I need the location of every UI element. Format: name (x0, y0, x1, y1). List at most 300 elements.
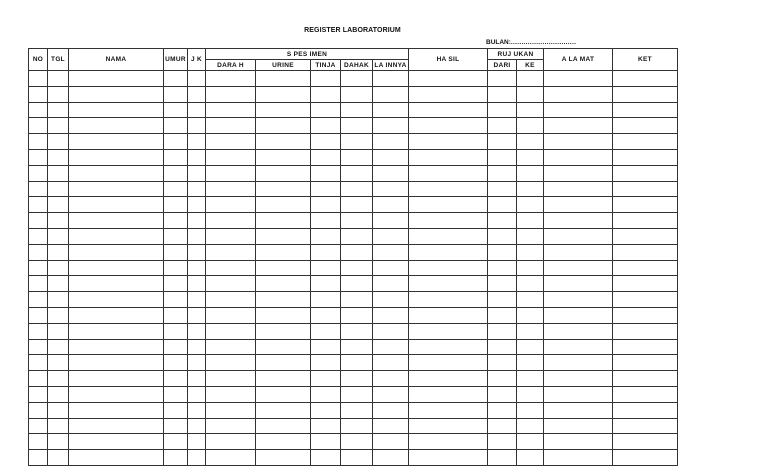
table-cell (544, 149, 613, 165)
table-cell (311, 292, 341, 308)
table-cell (613, 307, 678, 323)
table-cell (341, 307, 373, 323)
table-cell (409, 276, 488, 292)
table-cell (29, 244, 48, 260)
table-cell (409, 244, 488, 260)
table-cell (164, 371, 188, 387)
table-cell (517, 276, 544, 292)
table-cell (544, 450, 613, 466)
table-cell (373, 307, 409, 323)
table-cell (311, 418, 341, 434)
table-cell (188, 260, 206, 276)
table-cell (206, 86, 256, 102)
table-cell (256, 181, 311, 197)
table-cell (188, 244, 206, 260)
header-ket: KET (613, 49, 678, 71)
table-cell (256, 213, 311, 229)
register-table (28, 48, 678, 466)
table-cell (164, 307, 188, 323)
table-cell (517, 134, 544, 150)
table-cell (488, 371, 517, 387)
table-cell (256, 228, 311, 244)
table-cell (613, 355, 678, 371)
table-cell (311, 307, 341, 323)
table-cell (164, 244, 188, 260)
table-cell (311, 102, 341, 118)
table-cell (256, 71, 311, 87)
table-cell (613, 213, 678, 229)
table-cell (613, 118, 678, 134)
table-cell (544, 355, 613, 371)
table-cell (206, 450, 256, 466)
header-tgl: TGL (48, 49, 69, 71)
table-cell (256, 86, 311, 102)
table-cell (29, 434, 48, 450)
table-cell (48, 355, 69, 371)
table-cell (517, 323, 544, 339)
table-cell (29, 339, 48, 355)
table-cell (517, 450, 544, 466)
table-cell (311, 71, 341, 87)
table-cell (256, 418, 311, 434)
table-cell (69, 86, 164, 102)
header-urine: URINE (256, 60, 311, 71)
table-cell (373, 228, 409, 244)
table-cell (206, 244, 256, 260)
table-cell (341, 260, 373, 276)
table-cell (613, 102, 678, 118)
table-cell (341, 355, 373, 371)
table-cell (48, 213, 69, 229)
table-cell (69, 402, 164, 418)
table-cell (488, 276, 517, 292)
table-cell (206, 371, 256, 387)
table-cell (409, 71, 488, 87)
table-cell (517, 355, 544, 371)
table-cell (164, 434, 188, 450)
table-cell (29, 149, 48, 165)
table-cell (188, 402, 206, 418)
table-cell (311, 386, 341, 402)
table-row (29, 402, 678, 418)
table-row (29, 307, 678, 323)
table-cell (311, 434, 341, 450)
table-cell (164, 355, 188, 371)
table-cell (544, 244, 613, 260)
table-cell (373, 402, 409, 418)
table-cell (29, 86, 48, 102)
table-cell (48, 197, 69, 213)
table-cell (373, 197, 409, 213)
table-cell (69, 134, 164, 150)
table-cell (517, 371, 544, 387)
table-row (29, 450, 678, 466)
table-cell (256, 307, 311, 323)
table-row (29, 355, 678, 371)
table-cell (311, 228, 341, 244)
table-cell (48, 339, 69, 355)
table-cell (48, 149, 69, 165)
table-cell (409, 292, 488, 308)
table-row (29, 165, 678, 181)
table-cell (206, 323, 256, 339)
table-cell (256, 197, 311, 213)
table-cell (29, 355, 48, 371)
table-cell (544, 276, 613, 292)
table-cell (188, 418, 206, 434)
table-cell (544, 292, 613, 308)
table-cell (517, 292, 544, 308)
table-cell (206, 434, 256, 450)
table-cell (544, 197, 613, 213)
table-cell (544, 102, 613, 118)
month-label: BULAN: (486, 39, 511, 46)
table-cell (409, 213, 488, 229)
table-cell (409, 418, 488, 434)
header-rujukan: RUJ UKAN (488, 49, 544, 60)
table-cell (488, 197, 517, 213)
table-cell (409, 371, 488, 387)
table-cell (373, 165, 409, 181)
header-no: NO (29, 49, 48, 71)
table-cell (517, 102, 544, 118)
table-cell (341, 371, 373, 387)
header-dari: DARI (488, 60, 517, 71)
header-nama: NAMA (69, 49, 164, 71)
table-row (29, 149, 678, 165)
table-cell (517, 197, 544, 213)
table-cell (409, 86, 488, 102)
table-cell (48, 307, 69, 323)
table-cell (341, 165, 373, 181)
table-cell (517, 118, 544, 134)
table-cell (69, 323, 164, 339)
table-cell (164, 292, 188, 308)
table-cell (69, 371, 164, 387)
table-cell (188, 307, 206, 323)
table-cell (613, 181, 678, 197)
table-cell (206, 118, 256, 134)
table-row (29, 118, 678, 134)
table-cell (488, 418, 517, 434)
table-cell (544, 228, 613, 244)
table-cell (373, 418, 409, 434)
table-cell (341, 228, 373, 244)
table-cell (256, 149, 311, 165)
table-cell (188, 86, 206, 102)
table-cell (544, 339, 613, 355)
table-row (29, 244, 678, 260)
table-row (29, 371, 678, 387)
table-cell (341, 181, 373, 197)
table-row (29, 71, 678, 87)
table-cell (206, 386, 256, 402)
table-cell (409, 149, 488, 165)
table-cell (48, 71, 69, 87)
table-cell (69, 244, 164, 260)
table-cell (256, 244, 311, 260)
table-cell (517, 86, 544, 102)
table-cell (409, 134, 488, 150)
table-cell (256, 276, 311, 292)
table-cell (29, 118, 48, 134)
table-cell (206, 339, 256, 355)
table-cell (69, 292, 164, 308)
table-cell (373, 276, 409, 292)
table-cell (69, 355, 164, 371)
header-spesimen: S PES IMEN (206, 49, 409, 60)
table-cell (29, 402, 48, 418)
table-cell (311, 134, 341, 150)
table-cell (188, 165, 206, 181)
table-cell (517, 418, 544, 434)
table-cell (188, 181, 206, 197)
header-hasil: HA SIL (409, 49, 488, 71)
table-cell (188, 102, 206, 118)
table-cell (164, 260, 188, 276)
table-cell (311, 260, 341, 276)
table-cell (613, 450, 678, 466)
table-cell (409, 434, 488, 450)
table-cell (409, 450, 488, 466)
table-row (29, 181, 678, 197)
table-cell (488, 228, 517, 244)
table-cell (613, 228, 678, 244)
table-cell (256, 371, 311, 387)
table-row (29, 260, 678, 276)
table-cell (69, 197, 164, 213)
table-cell (48, 418, 69, 434)
table-row (29, 434, 678, 450)
table-cell (341, 434, 373, 450)
table-cell (311, 276, 341, 292)
table-cell (188, 386, 206, 402)
table-cell (164, 402, 188, 418)
table-cell (613, 418, 678, 434)
table-row (29, 228, 678, 244)
table-cell (164, 418, 188, 434)
table-cell (341, 134, 373, 150)
table-cell (488, 260, 517, 276)
table-cell (164, 181, 188, 197)
table-cell (341, 244, 373, 260)
table-cell (188, 197, 206, 213)
header-tinja: TINJA (311, 60, 341, 71)
table-cell (488, 323, 517, 339)
table-cell (544, 134, 613, 150)
table-cell (256, 118, 311, 134)
table-cell (613, 244, 678, 260)
table-cell (373, 181, 409, 197)
table-cell (373, 244, 409, 260)
table-cell (188, 355, 206, 371)
table-cell (69, 149, 164, 165)
table-cell (206, 165, 256, 181)
table-cell (613, 434, 678, 450)
table-cell (544, 213, 613, 229)
table-cell (409, 260, 488, 276)
table-cell (517, 165, 544, 181)
table-cell (29, 228, 48, 244)
table-cell (69, 450, 164, 466)
table-cell (48, 276, 69, 292)
table-cell (69, 260, 164, 276)
table-cell (373, 71, 409, 87)
table-cell (29, 292, 48, 308)
table-cell (409, 339, 488, 355)
table-cell (69, 307, 164, 323)
table-cell (164, 134, 188, 150)
table-cell (488, 450, 517, 466)
table-cell (29, 181, 48, 197)
table-cell (544, 402, 613, 418)
table-row (29, 339, 678, 355)
table-cell (311, 402, 341, 418)
table-cell (69, 181, 164, 197)
table-cell (164, 197, 188, 213)
header-alamat: A LA MAT (544, 49, 613, 71)
table-cell (29, 418, 48, 434)
table-cell (613, 292, 678, 308)
table-cell (188, 323, 206, 339)
table-cell (29, 102, 48, 118)
table-cell (517, 402, 544, 418)
table-cell (48, 86, 69, 102)
table-cell (311, 118, 341, 134)
table-cell (341, 450, 373, 466)
table-cell (613, 149, 678, 165)
table-cell (69, 339, 164, 355)
table-cell (188, 292, 206, 308)
table-cell (373, 355, 409, 371)
table-cell (488, 244, 517, 260)
table-cell (373, 323, 409, 339)
table-cell (164, 339, 188, 355)
table-cell (311, 165, 341, 181)
table-cell (613, 71, 678, 87)
table-cell (409, 102, 488, 118)
table-cell (48, 434, 69, 450)
table-cell (69, 434, 164, 450)
table-cell (256, 386, 311, 402)
table-cell (488, 86, 517, 102)
table-cell (29, 276, 48, 292)
table-cell (311, 323, 341, 339)
table-cell (188, 371, 206, 387)
table-cell (488, 434, 517, 450)
table-cell (488, 149, 517, 165)
table-cell (69, 228, 164, 244)
table-cell (48, 165, 69, 181)
table-cell (373, 371, 409, 387)
table-cell (488, 292, 517, 308)
table-cell (544, 418, 613, 434)
table-cell (517, 181, 544, 197)
table-cell (517, 260, 544, 276)
table-cell (188, 134, 206, 150)
table-cell (69, 213, 164, 229)
table-cell (256, 292, 311, 308)
table-cell (48, 118, 69, 134)
table-cell (311, 355, 341, 371)
table-cell (373, 434, 409, 450)
header-jk: J K (188, 49, 206, 71)
table-cell (613, 402, 678, 418)
table-cell (341, 323, 373, 339)
table-cell (29, 165, 48, 181)
table-cell (341, 86, 373, 102)
table-row (29, 386, 678, 402)
register-title: REGISTER LABORATORIUM (304, 27, 401, 34)
table-cell (409, 181, 488, 197)
table-cell (613, 197, 678, 213)
table-cell (409, 323, 488, 339)
table-cell (613, 165, 678, 181)
table-cell (206, 102, 256, 118)
table-cell (206, 181, 256, 197)
table-cell (341, 213, 373, 229)
table-cell (409, 307, 488, 323)
table-cell (164, 228, 188, 244)
table-cell (164, 323, 188, 339)
table-cell (488, 102, 517, 118)
table-cell (29, 450, 48, 466)
table-cell (373, 450, 409, 466)
table-cell (164, 102, 188, 118)
table-cell (256, 165, 311, 181)
table-cell (488, 402, 517, 418)
table-cell (341, 276, 373, 292)
table-cell (373, 260, 409, 276)
table-cell (48, 292, 69, 308)
table-cell (164, 276, 188, 292)
table-cell (164, 149, 188, 165)
table-cell (206, 228, 256, 244)
table-cell (164, 165, 188, 181)
table-cell (164, 86, 188, 102)
table-cell (544, 71, 613, 87)
register-body (29, 71, 678, 466)
table-cell (544, 86, 613, 102)
table-cell (544, 323, 613, 339)
table-cell (544, 371, 613, 387)
table-cell (188, 339, 206, 355)
table-cell (29, 386, 48, 402)
table-cell (488, 213, 517, 229)
table-cell (206, 149, 256, 165)
table-cell (206, 197, 256, 213)
table-cell (488, 307, 517, 323)
table-cell (256, 434, 311, 450)
table-cell (409, 386, 488, 402)
table-cell (341, 418, 373, 434)
table-cell (517, 244, 544, 260)
month-blank: ............................... (510, 39, 577, 46)
table-cell (341, 292, 373, 308)
table-cell (48, 244, 69, 260)
table-cell (517, 149, 544, 165)
table-cell (188, 149, 206, 165)
table-cell (188, 213, 206, 229)
table-cell (69, 71, 164, 87)
table-cell (544, 118, 613, 134)
table-cell (341, 339, 373, 355)
table-cell (206, 213, 256, 229)
table-cell (69, 276, 164, 292)
table-cell (311, 339, 341, 355)
table-cell (311, 371, 341, 387)
table-cell (409, 197, 488, 213)
